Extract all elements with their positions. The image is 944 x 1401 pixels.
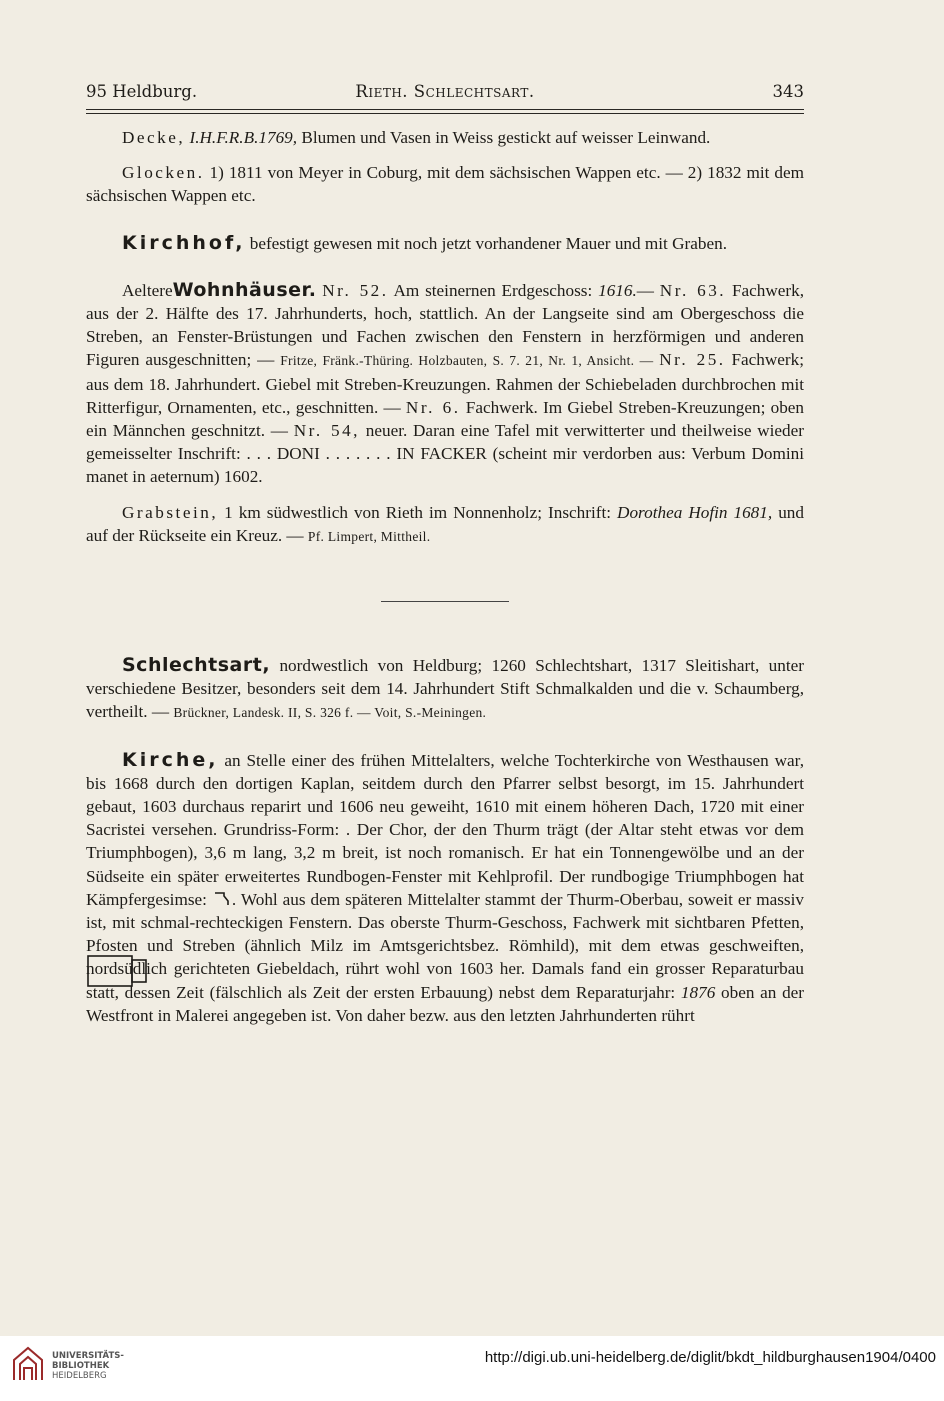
page-number: 343 xyxy=(772,82,804,101)
paragraph-text: an Stelle einer des frühen Mittelalters, welche Tochterkirche von Westhausen war, bis 1668 durch den dortigen Kaplan, seitdem durch den Pfarrer selbst besorgt, im 15. Jahrhundert gebaut, 1603 durchaus reparirt und 1606 neu geweiht, 1610 mit einem höheren Dach, 1720 mit einer Sacristei versehen. Grundriss-Form: . Der Chor, der den Thurm trägt (der Altar steht etwas vor dem Triumphbogen), 3,6 m lang, 3,2 m breit, ist noch romanisch. Er hat ein Tonnengewölbe und an der Südseite ein später erweitertes Rundbogen-Fenster mit Kehlprofil. Der rundbogige Triumphbogen hat Kämpfergesimse: xyxy=(86,750,804,909)
paragraph-text: und auf der Rückseite ein Kreuz. — xyxy=(86,502,804,545)
heading-wohnhaeuser: Wohnhäuser. xyxy=(172,278,317,301)
inscription-text: Dorothea Hofin 1681, xyxy=(617,502,773,522)
library-line: HEIDELBERG xyxy=(52,1371,107,1381)
paragraph-glocken xyxy=(86,161,804,207)
year-1876: 1876 xyxy=(680,982,716,1002)
header-rule-top xyxy=(86,109,804,110)
house-number: Nr. 6. xyxy=(405,397,461,417)
source-url-link[interactable]: http://digi.ub.uni-heidelberg.de/diglit/bkdt_hildburghausen1904/0400 xyxy=(484,1349,936,1366)
term-grabstein: Grabstein, xyxy=(122,502,219,522)
library-name xyxy=(52,1351,124,1381)
paragraph-grabstein xyxy=(86,501,804,548)
paragraph-text: Fachwerk, aus der 2. Hälfte des 17. Jahrhunderts, hoch, stattlich. An der Langseite sind am Obergeschoss die Streben, an Fenster-Brüstungen und Fachen zwischen den Fenstern in herzförmigen und anderen Figuren ausgeschnitten; — xyxy=(86,280,805,370)
heading-kirche: Kirche, xyxy=(122,748,219,771)
heading-kirchhof: Kirchhof, xyxy=(122,231,246,254)
running-head-left: 95 Heldburg. xyxy=(86,82,198,101)
paragraph-text: Fachwerk. Im Giebel Streben-Kreuzungen; oben ein Männchen geschnitzt. — xyxy=(86,397,805,441)
house-number: Nr. 25. xyxy=(659,350,726,370)
library-line: UNIVERSITÄTS- xyxy=(52,1351,124,1361)
year-1616: 1616. xyxy=(598,280,637,300)
header-rule-bottom xyxy=(86,113,804,114)
house-number: Nr. 54, xyxy=(293,421,360,441)
paragraph-text: Am steinernen Erdgeschoss: xyxy=(393,280,593,300)
paragraph-text: befestigt gewesen mit noch jetzt vorhandener Mauer und mit Graben. xyxy=(249,233,727,253)
term-decke: Decke, xyxy=(122,128,186,147)
text-pre: Aeltere xyxy=(122,280,173,300)
impost-profile-icon xyxy=(212,891,232,907)
paragraph-text: Fachwerk; aus dem 18. Jahrhundert. Giebel mit Streben-Kreuzungen. Rahmen der Schiebeladen durchbrochen mit Ritterfigur, Ornamenten, etc., geschnitten. — xyxy=(86,350,805,417)
house-number: Nr. 52. xyxy=(322,280,389,300)
inscription-ref: I.H.F.R.B.1769, xyxy=(189,128,298,147)
reference-limpert: Pf. Limpert, Mittheil. xyxy=(307,528,431,544)
paragraph-kirche xyxy=(86,749,804,1027)
reference-brueckner: Brückner, Landesk. II, S. 326 f. — Voit, S.-Meiningen. xyxy=(173,705,487,721)
paragraph-text: . Wohl aus dem späteren Mittelalter stammt der Thurm-Oberbau, soweit er massiv ist, mit schmal-rechteckigen Fenstern. Das oberste Thurm-Geschoss, Fachwerk mit sichtbaren Pfetten, Pfosten und Streben (ähnlich Milz im Amtsgerichtsbez. Römhild), mit dem etwas geschweiften, nordsüdlich gerichteten Giebeldach, rührt wohl von 1603 her. Damals fand ein grosser Reparaturbau statt, dessen Zeit (fälschlich als Zeit der ersten Erbauung) nebst dem Reparaturjahr: xyxy=(86,889,804,1002)
running-head xyxy=(86,80,804,104)
footer xyxy=(0,1336,944,1401)
paragraph-text: nordwestlich von Heldburg; 1260 Schlechtshart, 1317 Sleitishart, unter verschiedene Besitzer, besonders seit dem 14. Jahrhundert Stift Schmalkalden und die v. Schaumberg, vertheilt. — xyxy=(86,656,804,722)
running-head-title: Rieth. Schlechtsart. xyxy=(355,82,535,101)
paragraph-kirchhof xyxy=(86,232,804,255)
paragraph-text: 1) 1811 von Meyer in Coburg, mit dem sächsischen Wappen etc. — 2) 1832 mit dem sächsischen Wappen etc. xyxy=(86,163,804,206)
paragraph-wohnhaeuser xyxy=(86,279,804,489)
paragraph-decke xyxy=(86,126,804,149)
body-text xyxy=(86,126,804,1027)
paragraph-text: oben an der Westfront in Malerei angegeben ist. Von daher bezw. aus den letzten Jahrhunderten rührt xyxy=(86,982,805,1025)
house-number: Nr. 63. xyxy=(659,280,727,300)
library-line: BIBLIOTHEK xyxy=(52,1361,110,1371)
kirche-text-block xyxy=(86,748,805,1025)
ground-plan-figure-icon xyxy=(86,946,148,990)
paragraph-text: 1 km südwestlich von Rieth im Nonnenholz; Inschrift: xyxy=(224,502,612,522)
dash: — xyxy=(636,280,660,300)
term-glocken: Glocken. xyxy=(122,163,205,183)
reference-fritze: Fritze, Fränk.-Thüring. Holzbauten, S. 7. 21, Nr. 1, Ansicht. — xyxy=(280,353,654,369)
heidelberg-library-logo-icon xyxy=(10,1344,46,1384)
paragraph-schlechtsart xyxy=(86,654,804,725)
heading-schlechtsart: Schlechtsart, xyxy=(122,654,271,677)
paragraph-text: neuer. Daran eine Tafel mit verwitterter und theilweise wieder gemeisselter Inschrift: . . . DONI . . . . . . . IN FACKER (scheint mir verdorben aus: Verbum Domini manet in aeternum) 1602. xyxy=(86,421,805,487)
paragraph-text: Blumen und Vasen in Weiss gestickt auf weisser Leinwand. xyxy=(301,128,711,147)
